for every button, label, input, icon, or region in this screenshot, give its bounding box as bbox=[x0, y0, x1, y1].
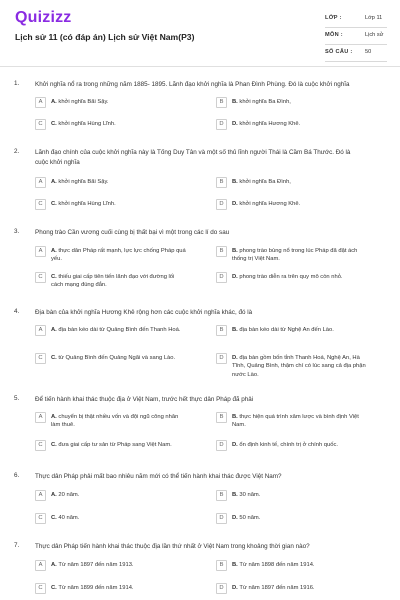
option-letter-box: D bbox=[216, 353, 227, 364]
question-text: Để tiến hành khai thác thuộc địa ở Việt Nam, trước hết thực dân Pháp đã phải bbox=[35, 396, 254, 403]
option-letter-box: D bbox=[216, 513, 227, 524]
option-text: D. khởi nghĩa Hương Khê. bbox=[232, 120, 368, 128]
option-text: B. phong trào bùng nổ trong lúc Pháp đã đặt ách thống trị Việt Nam. bbox=[232, 247, 368, 264]
option-letter-box: D bbox=[216, 583, 227, 594]
question-number: 6. bbox=[14, 472, 20, 479]
option-text: A. 20 năm. bbox=[51, 491, 187, 499]
meta-label-subject: MÔN : bbox=[325, 32, 343, 38]
option-letter-box: A bbox=[35, 246, 46, 257]
option-letter-box: B bbox=[216, 560, 227, 571]
option-letter-box: A bbox=[35, 560, 46, 571]
question-text: Thực dân Pháp phải mất bao nhiêu năm mới có thể tiến hành khai thác được Việt Nam? bbox=[35, 473, 282, 480]
option-letter-box: C bbox=[35, 353, 46, 364]
option-text: D. Từ năm 1897 đến năm 1916. bbox=[232, 584, 368, 592]
meta-row-grade bbox=[325, 12, 387, 28]
option-letter-box: A bbox=[35, 412, 46, 423]
question-number: 3. bbox=[14, 228, 20, 235]
option-text: A. chuyển bị thật nhiều vốn và đội ngũ công nhân làm thuê. bbox=[51, 413, 187, 430]
option-letter-box: C bbox=[35, 513, 46, 524]
option-text: B. khởi nghĩa Ba Đình, bbox=[232, 178, 368, 186]
option-text: C. thiếu giai cấp tiên tiến lãnh đạo với đường lối cách mạng đúng đắn. bbox=[51, 273, 187, 290]
option-text: C. khởi nghĩa Hùng Lĩnh. bbox=[51, 120, 187, 128]
option-text: A. khởi nghĩa Bãi Sậy. bbox=[51, 98, 187, 106]
option-letter-box: D bbox=[216, 272, 227, 283]
option-text: B. khởi nghĩa Ba Đình, bbox=[232, 98, 368, 106]
worksheet-meta bbox=[325, 12, 387, 63]
option-text: D. địa bàn gồm bốn tỉnh Thanh Hoá, Nghệ An, Hà Tĩnh, Quảng Bình, thậm chí có lúc sang cả địa phận nước Lào. bbox=[232, 354, 368, 379]
option-letter-box: C bbox=[35, 199, 46, 210]
question-text: Thực dân Pháp tiến hành khai thác thuộc địa lần thứ nhất ở Việt Nam trong khoảng thời gian nào? bbox=[35, 543, 310, 550]
option-text: D. 50 năm. bbox=[232, 514, 368, 522]
question-number: 1. bbox=[14, 80, 20, 87]
option-text: A. thực dân Pháp rất mạnh, lực lực chống Pháp quá yếu. bbox=[51, 247, 187, 264]
option-letter-box: B bbox=[216, 490, 227, 501]
option-letter-box: B bbox=[216, 177, 227, 188]
option-text: A. Từ năm 1897 đến năm 1913. bbox=[51, 561, 187, 569]
quizizz-logo: Quizizz bbox=[15, 9, 72, 26]
meta-label-grade: LỚP : bbox=[325, 15, 342, 21]
option-text: C. Từ năm 1899 đến năm 1914. bbox=[51, 584, 187, 592]
question-text: Địa bàn của khởi nghĩa Hương Khê rộng hơn các cuộc khởi nghĩa khác, đó là bbox=[35, 309, 253, 316]
option-letter-box: B bbox=[216, 246, 227, 257]
question-number: 7. bbox=[14, 542, 20, 549]
worksheet-title: Lịch sử 11 (có đáp án) Lịch sử Việt Nam(P3) bbox=[15, 32, 195, 42]
option-letter-box: C bbox=[35, 440, 46, 451]
option-text: C. từ Quảng Bình đến Quảng Ngãi và sang Lào. bbox=[51, 354, 187, 362]
option-text: B. thực hiện quá trình xâm lược và bình định Việt Nam. bbox=[232, 413, 368, 430]
question-text: Lãnh đạo chính của cuộc khởi nghĩa này là Tống Duy Tân và một số thủ lĩnh người Thái là Cầm Bá Thước. Đó là cuộc khởi nghĩa bbox=[35, 149, 351, 166]
option-letter-box: C bbox=[35, 583, 46, 594]
option-text: A. khởi nghĩa Bãi Sậy. bbox=[51, 178, 187, 186]
option-text: A. địa bàn kéo dài từ Quảng Bình đến Thanh Hoá. bbox=[51, 326, 187, 334]
option-text: D. ổn định kinh tế, chính trị ở chính quốc. bbox=[232, 441, 368, 449]
option-letter-box: D bbox=[216, 440, 227, 451]
option-text: B. 30 năm. bbox=[232, 491, 368, 499]
worksheet-header bbox=[0, 0, 400, 64]
option-text: C. 40 năm. bbox=[51, 514, 187, 522]
option-letter-box: B bbox=[216, 412, 227, 423]
meta-row-count bbox=[325, 46, 387, 62]
option-letter-box: D bbox=[216, 199, 227, 210]
meta-row-subject bbox=[325, 29, 387, 45]
meta-value-subject: Lịch sử bbox=[365, 32, 384, 38]
option-text: D. phong trào diễn ra trên quy mô còn nhỏ. bbox=[232, 273, 368, 281]
option-letter-box: C bbox=[35, 119, 46, 130]
question-number: 2. bbox=[14, 148, 20, 155]
option-text: C. đưa giai cấp tư sản từ Pháp sang Việt Nam. bbox=[51, 441, 187, 449]
header-divider bbox=[0, 66, 400, 67]
option-letter-box: C bbox=[35, 272, 46, 283]
option-letter-box: B bbox=[216, 97, 227, 108]
option-letter-box: A bbox=[35, 97, 46, 108]
question-text: Khởi nghĩa nổ ra trong những năm 1885- 1895. Lãnh đạo khởi nghĩa là Phan Đình Phùng. Đó là cuộc khởi nghĩa bbox=[35, 81, 350, 88]
option-letter-box: D bbox=[216, 119, 227, 130]
question-text: Phong trào Cần vương cuối cùng bị thất bại vì một trong các lí do sau bbox=[35, 229, 230, 236]
question-number: 5. bbox=[14, 395, 20, 402]
option-letter-box: B bbox=[216, 325, 227, 336]
option-letter-box: A bbox=[35, 490, 46, 501]
option-letter-box: A bbox=[35, 177, 46, 188]
option-text: D. khởi nghĩa Hương Khê. bbox=[232, 200, 368, 208]
option-text: C. khởi nghĩa Hùng Lĩnh. bbox=[51, 200, 187, 208]
option-text: B. địa bàn kéo dài từ Nghệ An đến Lào. bbox=[232, 326, 368, 334]
option-text: B. Từ năm 1898 đến năm 1914. bbox=[232, 561, 368, 569]
meta-label-count: SỐ CÂU : bbox=[325, 49, 353, 55]
question-number: 4. bbox=[14, 308, 20, 315]
meta-value-count: 50 bbox=[365, 49, 372, 55]
meta-value-grade: Lớp 11 bbox=[365, 15, 383, 21]
option-letter-box: A bbox=[35, 325, 46, 336]
